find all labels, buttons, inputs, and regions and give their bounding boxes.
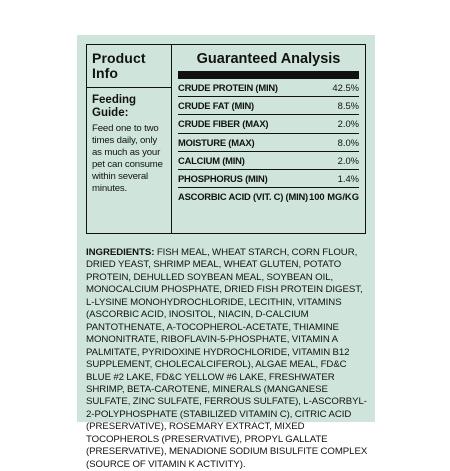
product-info-divider: [87, 87, 171, 88]
feeding-guide-title: [92, 94, 166, 119]
nutrient-name: CRUDE FIBER (MAX): [178, 115, 309, 133]
product-info-title: [92, 51, 166, 81]
nutrient-value: 42.5%: [309, 79, 359, 97]
feeding-guide-title-line2: Guide:: [92, 106, 129, 119]
guaranteed-analysis-column: [172, 45, 365, 233]
nutrient-name: CALCIUM (MIN): [178, 151, 309, 169]
feeding-guide-title-line1: Feeding: [92, 94, 137, 106]
nutrient-value: 2.0%: [309, 151, 359, 169]
nutrient-value: 1.4%: [309, 169, 359, 187]
table-row: [178, 133, 359, 151]
product-info-column: [87, 45, 172, 233]
table-row: [178, 115, 359, 133]
ingredients-text: FISH MEAL, WHEAT STARCH, CORN FLOUR, DRIED YEAST, SHRIMP MEAL, WHEAT GLUTEN, POTATO PROTEIN, DEHULLED SOYBEAN MEAL, SOYBEAN OIL, MONOCALCIUM PHOSPHATE, DRIED FISH PROTEIN DIGEST, L-LYSINE MONOHYDROCHLORIDE, LECITHIN, VITAMINS (ASCORBIC ACID, INOSITOL, NIACIN, D-CALCIUM PANTOTHENATE, A-TOCOPHEROL-ACETATE, THIAMINE MONONITRATE, RIBOFLAVIN-5-PHOSPHATE, VITAMIN A PALMITATE, PYRIDOXINE HYDROCHLORIDE, VITAMIN B12 SUPPLEMENT, CHOLECALCIFEROL), ALGAE MEAL, FD&C BLUE #2 LAKE, FD&C YELLOW #6 LAKE, FRESHWATER SHRIMP, BETA-CAROTENE, MINERALS (MANGANESE SULFATE, ZINC SULFATE, FERROUS SULFATE), L-ASCORBYL-2-POLYPHOSPHATE (STABILIZED VITAMIN C), CITRIC ACID (PRESERVATIVE), ROSEMARY EXTRACT, MIXED TOCOPHEROLS (PRESERVATIVE), PROPYL GALLATE (PRESERVATIVE), MENADIONE SODIUM BISULFITE COMPLEX (SOURCE OF VITAMIN K ACTIVITY).: [86, 247, 368, 470]
nutrient-name: ASCORBIC ACID (VIT. C) (MIN): [178, 191, 308, 203]
table-row: [178, 97, 359, 115]
nutrient-value: 8.0%: [309, 133, 359, 151]
nutrient-name: PHOSPHORUS (MIN): [178, 169, 309, 187]
nutrient-value: 100 MG/KG: [308, 191, 359, 203]
table-row: [178, 188, 359, 206]
table-row: [178, 79, 359, 97]
nutrient-name: CRUDE FAT (MIN): [178, 97, 309, 115]
nutrient-value: 8.5%: [309, 97, 359, 115]
nutrition-label: [77, 35, 375, 470]
product-info-title-line2: Info: [92, 65, 119, 81]
ingredients-section: [86, 247, 370, 471]
nutrient-value: 2.0%: [309, 115, 359, 133]
info-box: [86, 44, 366, 234]
table-row: [178, 151, 359, 169]
guaranteed-analysis-table: [178, 79, 359, 205]
guaranteed-analysis-title: Guaranteed Analysis: [196, 51, 341, 67]
product-info-title-line1: Product: [92, 50, 146, 66]
ingredients-label: INGREDIENTS:: [86, 247, 155, 258]
nutrient-name: MOISTURE (MAX): [178, 133, 309, 151]
table-row: [178, 169, 359, 187]
guaranteed-analysis-bar: [178, 71, 359, 79]
nutrient-name: CRUDE PROTEIN (MIN): [178, 79, 309, 97]
feeding-guide-text: Feed one to two times daily, only as much as your pet can consume within several minutes.: [92, 123, 163, 195]
